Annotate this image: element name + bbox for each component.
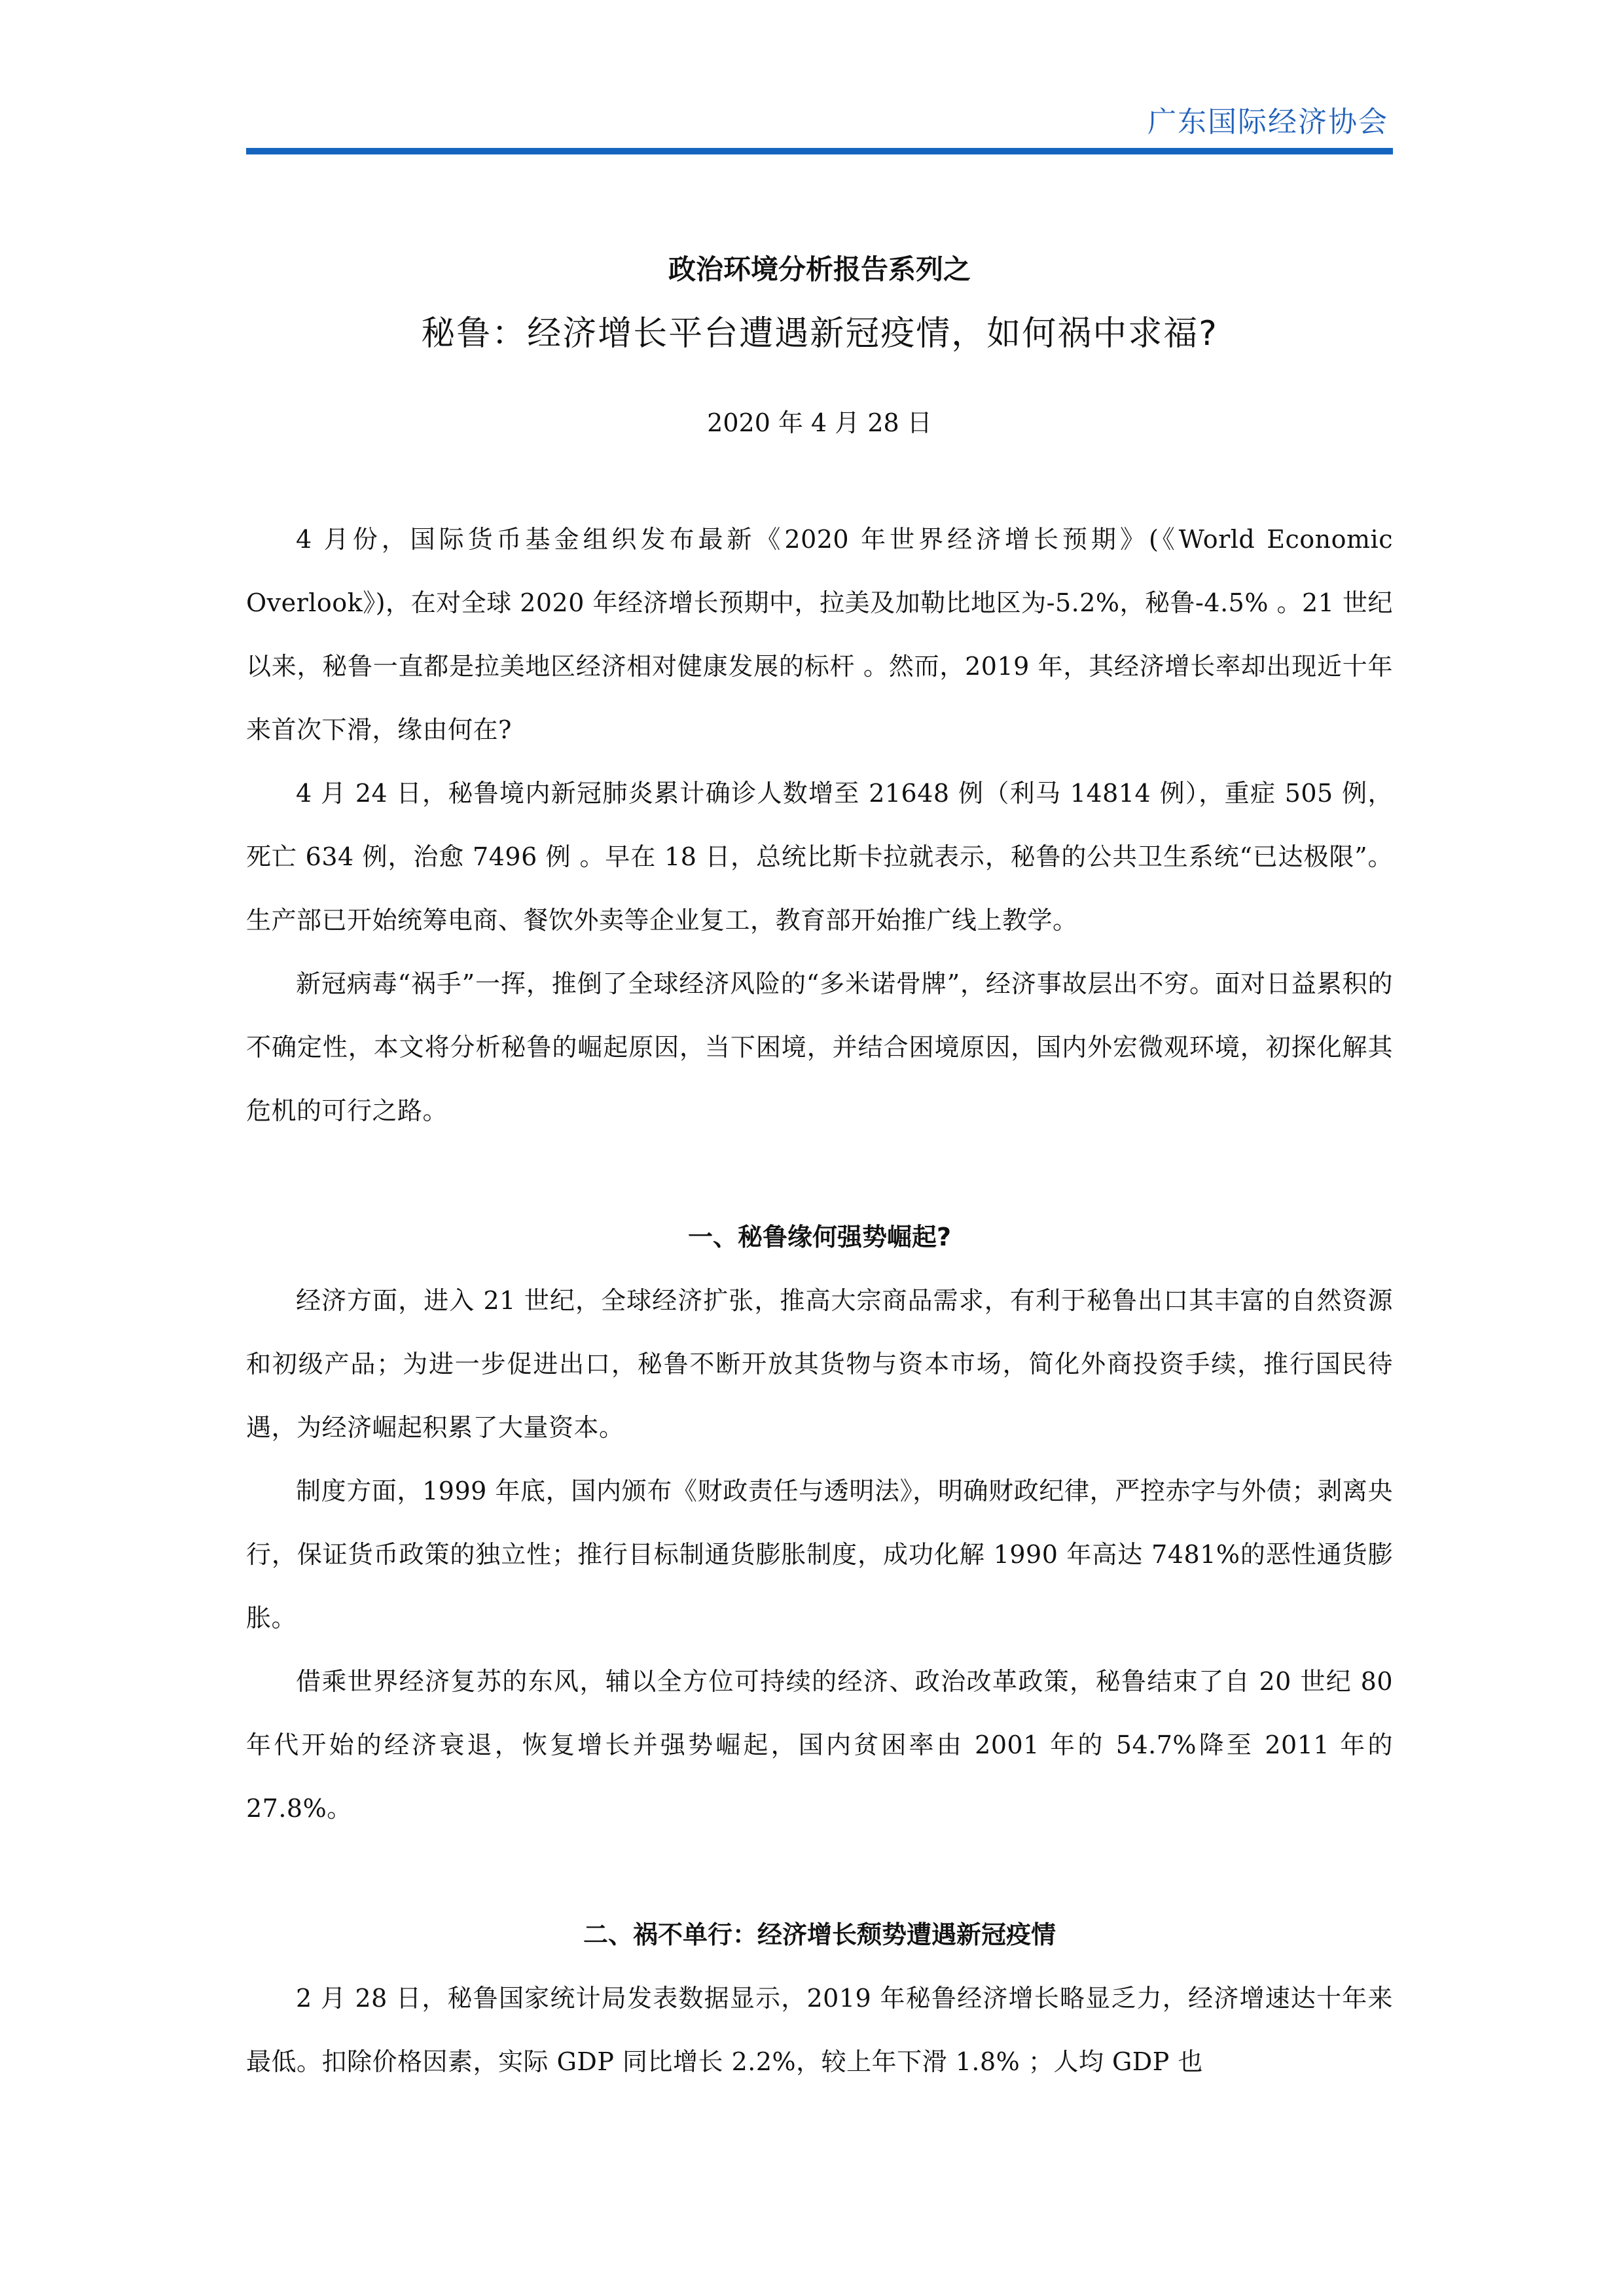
section-1-paragraph-1: 经济方面，进入 21 世纪，全球经济扩张，推高大宗商品需求，有利于秘鲁出口其丰富的自然资源和初级产品；为进一步促进出口，秘鲁不断开放其货物与资本市场，简化外商投资手续，推行国民待遇，为经济崛起积累了大量资本。 bbox=[246, 1286, 1393, 1442]
intro-section bbox=[246, 508, 1393, 1143]
intro-paragraph-2: 4 月 24 日，秘鲁境内新冠肺炎累计确诊人数增至 21648 例（利马 14814 例），重症 505 例，死亡 634 例，治愈 7496 例 。早在 18 日，总统比斯卡拉就表示，秘鲁的公共卫生系统“已达极限”。生产部已开始统筹电商、餐饮外卖等企业复工，教育部开始推广线上教学。 bbox=[246, 779, 1393, 935]
section-1 bbox=[246, 1206, 1393, 1840]
intro-paragraph-3: 新冠病毒“祸手”一挥，推倒了全球经济风险的“多米诺骨牌”，经济事故层出不穷。面对日益累积的不确定性，本文将分析秘鲁的崛起原因，当下困境，并结合困境原因，国内外宏微观环境，初探化解其危机的可行之路。 bbox=[246, 969, 1393, 1125]
publication-date: 2020 年 4 月 28 日 bbox=[707, 408, 932, 437]
document-body bbox=[246, 236, 1393, 2094]
section-2 bbox=[246, 1903, 1393, 2094]
intro-paragraph-1: 4 月份，国际货币基金组织发布最新《2020 年世界经济增长预期》(《World Economic Overlook》)，在对全球 2020 年经济增长预期中，拉美及加勒比地区为-5.2%，秘鲁-4.5% 。21 世纪以来，秘鲁一直都是拉美地区经济相对健康发展的标杆 。然而，2019 年，其经济增长率却出现近十年来首次下滑，缘由何在? bbox=[246, 525, 1393, 744]
header-organization: 广东国际经济协会 bbox=[1147, 105, 1388, 139]
section-1-heading: 一、秘鲁缘何强势崛起? bbox=[687, 1223, 952, 1251]
section-1-paragraph-2: 制度方面，1999 年底，国内颁布《财政责任与透明法》，明确财政纪律，严控赤字与外债；剥离央行，保证货币政策的独立性；推行目标制通货膨胀制度，成功化解 1990 年高达 7481%的恶性通货膨胀。 bbox=[246, 1477, 1393, 1632]
header-divider bbox=[246, 148, 1393, 154]
section-2-heading: 二、祸不单行：经济增长颓势遭遇新冠疫情 bbox=[583, 1920, 1056, 1949]
main-title: 秘鲁：经济增长平台遭遇新冠疫情，如何祸中求福? bbox=[421, 314, 1218, 353]
section-1-paragraph-3: 借乘世界经济复苏的东风，辅以全方位可持续的经济、政治改革政策，秘鲁结束了自 20 世纪 80 年代开始的经济衰退，恢复增长并强势崛起，国内贫困率由 2001 年的 54.7%降至 2011 年的 27.8%。 bbox=[246, 1667, 1393, 1823]
section-2-paragraph-1: 2 月 28 日，秘鲁国家统计局发表数据显示，2019 年秘鲁经济增长略显乏力，经济增速达十年来最低。扣除价格因素，实际 GDP 同比增长 2.2%，较上年下滑 1.8% ；人均 GDP 也 bbox=[246, 1984, 1393, 2076]
series-title: 政治环境分析报告系列之 bbox=[668, 253, 971, 285]
